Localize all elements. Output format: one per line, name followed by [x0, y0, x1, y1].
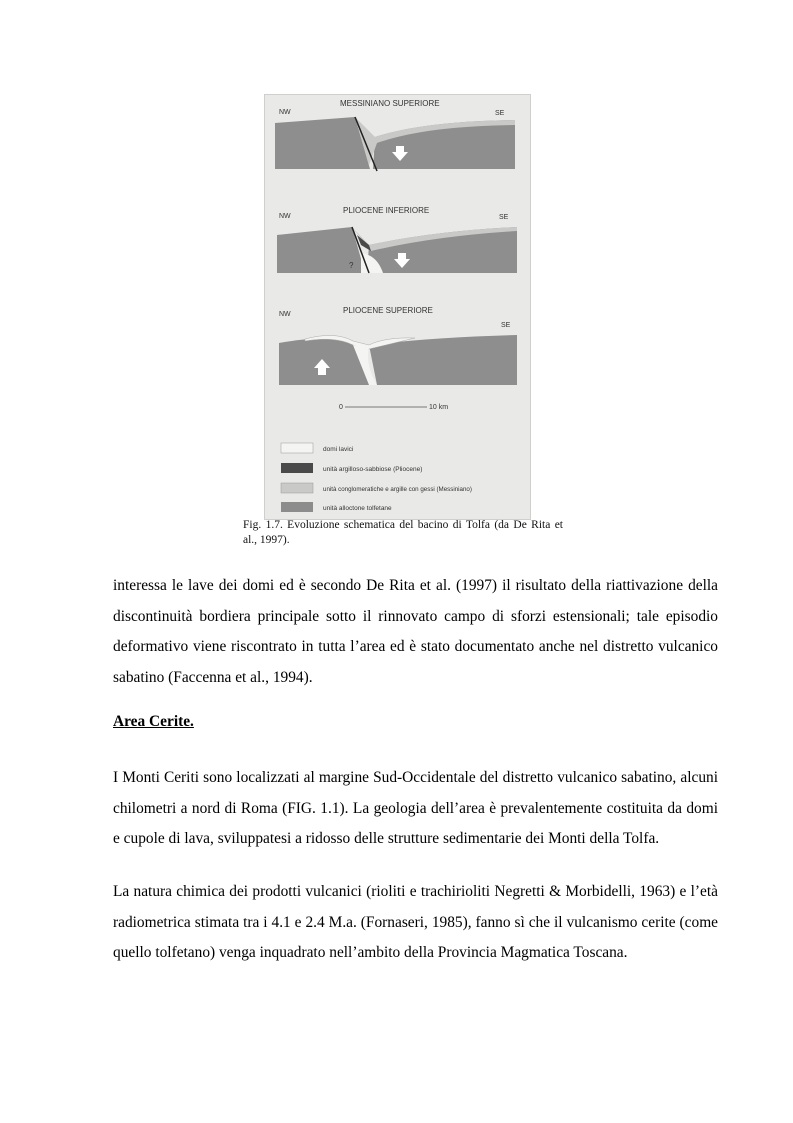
legend-swatch-pliocene	[281, 463, 313, 473]
panel3-nw: NW	[279, 311, 291, 318]
paragraph-3: La natura chimica dei prodotti vulcanici (rioliti e trachirioliti Negretti & Morbidelli, 1963) e l’età radiometrica stimata tra i 4.1 e 2.4 M.a. (Fornaseri, 1985), fanno sì che il vulcanismo cerite (come quello tolfetano) venga inquadrato nell’ambito della Provincia Magmatica Toscana.	[113, 883, 718, 961]
paragraph-1: interessa le lave dei domi ed è secondo De Rita et al. (1997) il risultato della riattivazione della discontinuità bordiera principale sotto il rinnovato campo di sforzi estensionali; tale episodio deformativo viene riscontrato in tutta l’area ed è stato documentato anche nel distretto vulcanico sabatino (Faccenna et al., 1994).	[113, 577, 718, 686]
scale-start: 0	[339, 404, 343, 411]
legend-swatch-domi	[281, 443, 313, 453]
legend-label-pliocene: unità argilloso-sabbiose (Pliocene)	[323, 466, 423, 473]
panel2-title: PLIOCENE INFERIORE	[343, 206, 430, 215]
panel2-question-mark: ?	[349, 261, 354, 270]
scale-end: 10 km	[429, 404, 449, 411]
panel2-se: SE	[499, 214, 509, 221]
panel2-nw: NW	[279, 213, 291, 220]
section-heading: Area Cerite.	[113, 713, 194, 730]
figure-caption: Fig. 1.7. Evoluzione schematica del bacino di Tolfa (da De Rita et al., 1997).	[243, 519, 563, 546]
panel1-nw: NW	[279, 109, 291, 116]
panel3-title: PLIOCENE SUPERIORE	[343, 306, 433, 315]
panel1-title: MESSINIANO SUPERIORE	[340, 99, 440, 108]
panel1-se: SE	[495, 110, 505, 117]
panel3-se: SE	[501, 322, 511, 329]
legend-label-messinian: unità conglomeratiche e argille con gessi (Messiniano)	[323, 486, 472, 493]
panel1-block-nw	[275, 117, 370, 169]
figure-tolfa-basin	[264, 94, 531, 520]
figure-diagram	[265, 95, 530, 519]
legend-label-alloctone: unità alloctone tolfetane	[323, 505, 392, 512]
paragraph-2: I Monti Ceriti sono localizzati al margine Sud-Occidentale del distretto vulcanico sabatino, alcuni chilometri a nord di Roma (FIG. 1.1). La geologia dell’area è prevalentemente costituita da domi e cupole di lava, sviluppatesi a ridosso delle strutture sedimentarie dei Monti della Tolfa.	[113, 769, 718, 847]
legend-swatch-alloctone	[281, 502, 313, 512]
legend-swatch-messinian	[281, 483, 313, 493]
legend-label-domi: domi lavici	[323, 446, 354, 453]
panel2-pliocene-fill	[357, 235, 371, 251]
